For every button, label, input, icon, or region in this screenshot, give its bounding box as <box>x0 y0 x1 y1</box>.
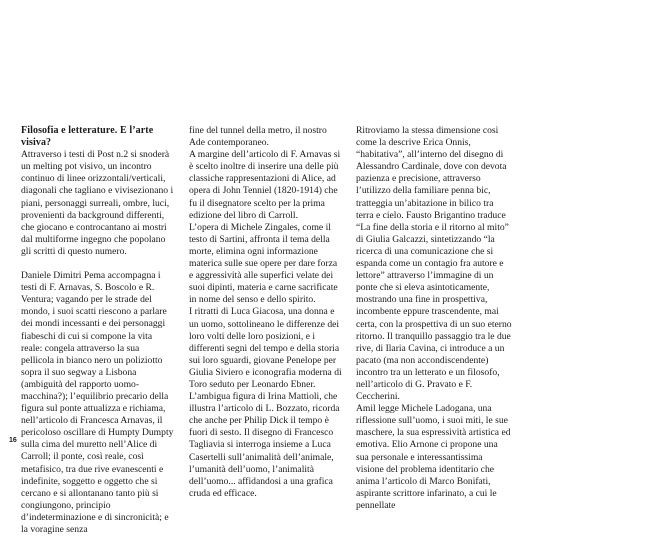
intro-paragraph: Attraverso i testi di Post n.2 si snoderà un melting pot visivo, un incontro continuo di linee orizzontali/verticali, diagonali che tagliano e vivisezionano i piani, personaggi surreali, ombre, luci, provenienti da background differenti, che giocano e controcantano ai mostri dal multiforme ingegno che popolano gli scritti di questo numero. <box>21 149 174 257</box>
section-heading: Filosofia e letterature. E l’arte visiva? <box>21 125 154 149</box>
text-column-3 <box>356 125 512 512</box>
body-paragraph: L’opera di Michele Zingales, come il testo di Sartini, affronta il tema della morte, elimina ogni informazione materica sulle sue opere per dare forza e aggressività alle superfici velate dei suoi dipinti, materia e carne sacrificate in nome del senso e dello spirito. <box>189 221 338 306</box>
text-column-1 <box>21 125 174 536</box>
body-paragraph: Amil legge Michele Ladogana, una riflessione sull’uomo, i suoi miti, le sue maschere, la sua espressività artistica ed emotiva. Elio Arnone ci propone una sua personale e interessantissima visione del problema identitario che anima l’articolo di Marco Bonifati, aspirante scrittore infarinato, a cui le pennellate <box>356 403 511 511</box>
body-paragraph: I ritratti di Luca Giacosa, una donna e un uomo, sottolineano le differenze dei loro volti delle loro posizioni, e i differenti segni del tempo e della storia sui loro sguardi, giovane Penelope per Giulia Siviero e iconografia moderna di Toro seduto per Leonardo Ebner. L’ambigua figura di Irina Mattioli, che illustra l’articolo di L. Bozzato, ricorda che anche per Philip Dick il tempo è fuori di sesto. Il disegno di Francesco Tagliavia si interroga insieme a Luca Casertelli sull’animalità dell’animale, l’umanità dell’uomo, l’animalità dell’uomo... affidandosi a una grafica cruda ed efficace. <box>189 306 342 499</box>
page-number: 16 <box>9 437 17 444</box>
body-paragraph: fine del tunnel della metro, il nostro Ade contemporaneo. <box>189 125 327 149</box>
body-paragraph: A margine dell’articolo di F. Arnavas si è scelto inoltre di inserire una delle più classiche rappresentazioni di Alice, ad opera di John Tenniel (1820-1914) che fu il disegnatore scelto per la prima edizione del libro di Carroll. <box>189 149 341 221</box>
text-column-2 <box>189 125 342 500</box>
body-paragraph: Daniele Dimitri Pema accompagna i testi di F. Arnavas, S. Boscolo e R. Ventura; vagando per le strade del mondo, i suoi scatti riescono a parlare dei mondi incessanti e dei personaggi fiabeschi di cui si compone la vita reale: congela attraverso la sua pellicola in bianco nero un poliziotto sopra il suo segway a Lisbona (ambiguità del rapporto uomo-macchina?); l’equilibrio precario della figura sul ponte attualizza e richiama, nell’articolo di Francesca Arnavas, il pericoloso oscillare di Humpty Dumpty sulla cima del muretto nell’Alice di Carroll; il ponte, così reale, così metafisico, tra due rive evanescenti e indefinite, soggetto e oggetto che si cercano e si allontanano tanto più si congiungono, principio d’indeterminazione e di sincronicità; e la voragine senza <box>21 270 174 535</box>
body-paragraph: Ritroviamo la stessa dimensione così come la descrive Erica Onnis, “habitativa”, all’interno del disegno di Alessandro Cardinale, dove con devota pazienza e precisione, attraverso l’utilizzo della familiare penna bic, tratteggia un’abitazione in bilico tra terra e cielo. Fausto Brigantino traduce “La fine della storia e il ritorno al mito” di Giulia Galcazzi, sintetizzando “la ricerca di una comunicazione che si espanda come un contagio fra autore e lettore” attraverso l’immagine di un ponte che si eleva asintoticamente, mostrando una fine in prospettiva, incombente eppure trascendente, mai certa, con la prospettiva di un suo eterno ritorno. Il tranquillo passaggio tra le due rive, di Ilaria Cavina, ci introduce a un pacato (ma non accondiscendente) incontro tra un letterato e un filosofo, nell’articolo di G. Pravato e F. Ceccherini. <box>356 125 512 403</box>
